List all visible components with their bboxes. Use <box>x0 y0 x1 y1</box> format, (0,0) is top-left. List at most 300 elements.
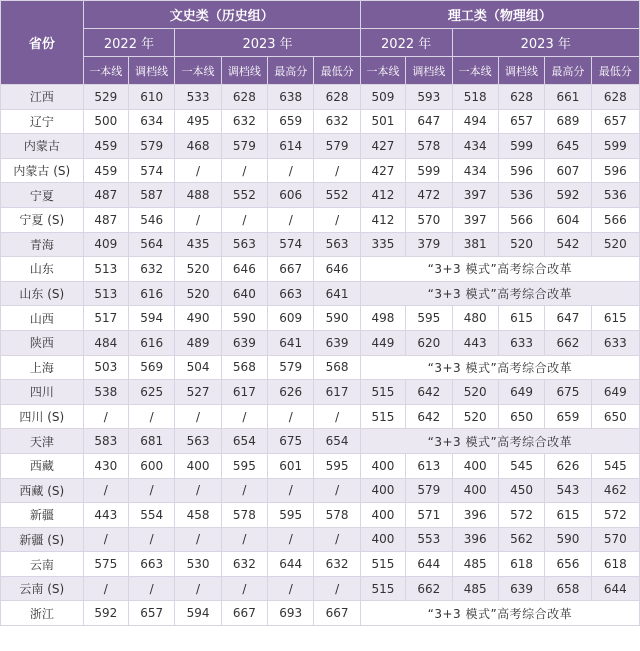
ligong-score-cell: 450 <box>498 478 544 503</box>
wenshi-score-cell: 538 <box>83 380 128 405</box>
wenshi-score-cell: / <box>314 404 360 429</box>
wenshi-score-cell: 489 <box>175 330 221 355</box>
table-row <box>1 109 640 134</box>
wenshi-score-cell: 554 <box>128 503 174 528</box>
wenshi-score-cell: / <box>128 478 174 503</box>
wenshi-score-cell: 563 <box>175 429 221 454</box>
table-row <box>1 429 640 454</box>
wenshi-score-cell: / <box>221 478 267 503</box>
table-row <box>1 552 640 577</box>
wenshi-score-cell: 409 <box>83 232 128 257</box>
table-row <box>1 355 640 380</box>
ligong-score-cell: 657 <box>591 109 639 134</box>
wenshi-score-cell: 644 <box>268 552 314 577</box>
wenshi-score-cell: / <box>128 576 174 601</box>
province-cell: 内蒙古 <box>1 134 84 159</box>
ligong-score-cell: 443 <box>452 330 498 355</box>
wenshi-score-cell: 641 <box>314 281 360 306</box>
ligong-score-cell: 689 <box>545 109 591 134</box>
ligong-score-cell: 515 <box>360 404 405 429</box>
wenshi-score-cell: 563 <box>221 232 267 257</box>
table-row <box>1 85 640 110</box>
wenshi-score-cell: 638 <box>268 85 314 110</box>
table-body <box>1 85 640 626</box>
ligong-score-cell: 545 <box>498 453 544 478</box>
wenshi-score-cell: / <box>175 527 221 552</box>
ligong-score-cell: 396 <box>452 527 498 552</box>
ligong-score-cell: 633 <box>498 330 544 355</box>
ligong-score-cell: 656 <box>545 552 591 577</box>
wenshi-score-cell: 663 <box>268 281 314 306</box>
wenshi-score-cell: 595 <box>314 453 360 478</box>
wenshi-score-cell: 563 <box>314 232 360 257</box>
province-cell: 辽宁 <box>1 109 84 134</box>
ligong-score-cell: 571 <box>406 503 452 528</box>
ligong-score-cell: 618 <box>591 552 639 577</box>
ligong-score-cell: 650 <box>498 404 544 429</box>
ligong-score-cell: 633 <box>591 330 639 355</box>
ligong-score-cell: 520 <box>591 232 639 257</box>
wenshi-score-cell: 667 <box>268 257 314 282</box>
wenshi-score-cell: 625 <box>128 380 174 405</box>
col-header-tiaodangxian: 调档线 <box>221 57 267 85</box>
wenshi-score-cell: / <box>314 478 360 503</box>
ligong-score-cell: 628 <box>498 85 544 110</box>
ligong-score-cell: 628 <box>591 85 639 110</box>
wenshi-score-cell: 435 <box>175 232 221 257</box>
ligong-score-cell: 427 <box>360 134 405 159</box>
ligong-score-cell: 615 <box>498 306 544 331</box>
province-cell: 山西 <box>1 306 84 331</box>
wenshi-score-cell: 488 <box>175 183 221 208</box>
ligong-score-cell: 397 <box>452 183 498 208</box>
ligong-score-cell: 578 <box>406 134 452 159</box>
col-header-zuigaofen: 最高分 <box>545 57 591 85</box>
wenshi-score-cell: 610 <box>128 85 174 110</box>
province-cell: 山东 <box>1 257 84 282</box>
table-row <box>1 257 640 282</box>
province-cell: 内蒙古 (S) <box>1 158 84 183</box>
ligong-score-cell: 543 <box>545 478 591 503</box>
wenshi-score-cell: / <box>175 576 221 601</box>
col-header-tiaodangxian: 调档线 <box>128 57 174 85</box>
province-cell: 新疆 <box>1 503 84 528</box>
wenshi-score-cell: 632 <box>221 552 267 577</box>
wenshi-score-cell: 632 <box>128 257 174 282</box>
wenshi-score-cell: / <box>268 207 314 232</box>
wenshi-score-cell: 606 <box>268 183 314 208</box>
wenshi-score-cell: / <box>83 478 128 503</box>
table-row <box>1 503 640 528</box>
wenshi-score-cell: 609 <box>268 306 314 331</box>
ligong-2023-header: 2023 年 <box>452 29 640 57</box>
wenshi-score-cell: 632 <box>314 109 360 134</box>
ligong-score-cell: 509 <box>360 85 405 110</box>
wenshi-score-cell: 632 <box>221 109 267 134</box>
wenshi-score-cell: 487 <box>83 207 128 232</box>
wenshi-score-cell: / <box>221 527 267 552</box>
wenshi-score-cell: / <box>268 158 314 183</box>
wenshi-score-cell: 530 <box>175 552 221 577</box>
wenshi-score-cell: 693 <box>268 601 314 626</box>
table-row <box>1 478 640 503</box>
ligong-score-cell: 400 <box>360 503 405 528</box>
wenshi-score-cell: 578 <box>221 503 267 528</box>
wenshi-score-cell: / <box>268 527 314 552</box>
col-header-tiaodangxian: 调档线 <box>406 57 452 85</box>
province-cell: 青海 <box>1 232 84 257</box>
wenshi-score-cell: / <box>175 404 221 429</box>
province-cell: 天津 <box>1 429 84 454</box>
wenshi-score-cell: 592 <box>83 601 128 626</box>
wenshi-score-cell: 568 <box>221 355 267 380</box>
ligong-score-cell: 520 <box>452 380 498 405</box>
ligong-score-cell: 572 <box>591 503 639 528</box>
wenshi-score-cell: 667 <box>221 601 267 626</box>
wenshi-score-cell: / <box>221 404 267 429</box>
ligong-score-cell: 644 <box>406 552 452 577</box>
ligong-score-cell: 480 <box>452 306 498 331</box>
wenshi-score-cell: / <box>221 158 267 183</box>
wenshi-score-cell: 546 <box>128 207 174 232</box>
ligong-score-cell: 618 <box>498 552 544 577</box>
col-header-yibenxian: 一本线 <box>452 57 498 85</box>
table-row <box>1 158 640 183</box>
wenshi-score-cell: 587 <box>128 183 174 208</box>
wenshi-score-cell: 564 <box>128 232 174 257</box>
wenshi-score-cell: / <box>128 404 174 429</box>
province-cell: 云南 <box>1 552 84 577</box>
wenshi-score-cell: 659 <box>268 109 314 134</box>
ligong-score-cell: 553 <box>406 527 452 552</box>
ligong-score-cell: 485 <box>452 576 498 601</box>
ligong-score-cell: 579 <box>406 478 452 503</box>
ligong-score-cell: 434 <box>452 134 498 159</box>
ligong-score-cell: 644 <box>591 576 639 601</box>
wenshi-score-cell: 583 <box>83 429 128 454</box>
ligong-score-cell: 498 <box>360 306 405 331</box>
wenshi-score-cell: 628 <box>221 85 267 110</box>
ligong-score-cell: 412 <box>360 183 405 208</box>
ligong-score-cell: 675 <box>545 380 591 405</box>
ligong-score-cell: 599 <box>498 134 544 159</box>
wenshi-score-cell: 578 <box>314 503 360 528</box>
province-cell: 四川 (S) <box>1 404 84 429</box>
wenshi-score-cell: 552 <box>314 183 360 208</box>
ligong-score-cell: 662 <box>545 330 591 355</box>
province-cell: 上海 <box>1 355 84 380</box>
wenshi-score-cell: 500 <box>83 109 128 134</box>
ligong-score-cell: 647 <box>406 109 452 134</box>
ligong-score-cell: 379 <box>406 232 452 257</box>
wenshi-score-cell: / <box>221 576 267 601</box>
wenshi-score-cell: 579 <box>221 134 267 159</box>
wenshi-score-cell: 654 <box>221 429 267 454</box>
table-row <box>1 576 640 601</box>
wenshi-score-cell: 614 <box>268 134 314 159</box>
table-row <box>1 601 640 626</box>
wenshi-score-cell: 574 <box>268 232 314 257</box>
ligong-score-cell: 396 <box>452 503 498 528</box>
ligong-score-cell: 381 <box>452 232 498 257</box>
wenshi-2022-header: 2022 年 <box>83 29 175 57</box>
wenshi-score-cell: 617 <box>221 380 267 405</box>
wenshi-score-cell: 513 <box>83 257 128 282</box>
wenshi-score-cell: 634 <box>128 109 174 134</box>
wenshi-score-cell: 527 <box>175 380 221 405</box>
wenshi-score-cell: 443 <box>83 503 128 528</box>
wenshi-score-cell: 568 <box>314 355 360 380</box>
ligong-score-cell: 397 <box>452 207 498 232</box>
table-row <box>1 330 640 355</box>
wenshi-score-cell: 595 <box>268 503 314 528</box>
wenshi-score-cell: 601 <box>268 453 314 478</box>
ligong-score-cell: 515 <box>360 380 405 405</box>
ligong-score-cell: 434 <box>452 158 498 183</box>
ligong-score-cell: 649 <box>591 380 639 405</box>
col-header-yibenxian: 一本线 <box>175 57 221 85</box>
ligong-score-cell: 658 <box>545 576 591 601</box>
ligong-score-cell: 570 <box>591 527 639 552</box>
ligong-score-cell: 449 <box>360 330 405 355</box>
ligong-score-cell: 400 <box>360 527 405 552</box>
ligong-score-cell: 615 <box>591 306 639 331</box>
wenshi-score-cell: 595 <box>221 453 267 478</box>
province-header: 省份 <box>1 1 84 85</box>
ligong-score-cell: 400 <box>360 453 405 478</box>
ligong-score-cell: 570 <box>406 207 452 232</box>
wenshi-score-cell: / <box>268 478 314 503</box>
wenshi-score-cell: 594 <box>175 601 221 626</box>
reform-note-cell: “3+3 模式”高考综合改革 <box>360 257 639 282</box>
table-row <box>1 281 640 306</box>
ligong-score-cell: 659 <box>545 404 591 429</box>
wenshi-score-cell: 529 <box>83 85 128 110</box>
ligong-score-cell: 501 <box>360 109 405 134</box>
wenshi-score-cell: 590 <box>221 306 267 331</box>
wenshi-2023-header: 2023 年 <box>175 29 360 57</box>
ligong-2022-header: 2022 年 <box>360 29 452 57</box>
wenshi-score-cell: 504 <box>175 355 221 380</box>
ligong-score-cell: 593 <box>406 85 452 110</box>
ligong-score-cell: 649 <box>498 380 544 405</box>
ligong-score-cell: 472 <box>406 183 452 208</box>
col-header-zuidifen: 最低分 <box>591 57 639 85</box>
ligong-score-cell: 620 <box>406 330 452 355</box>
wenshi-score-cell: 616 <box>128 330 174 355</box>
wenshi-score-cell: 513 <box>83 281 128 306</box>
wenshi-score-cell: 484 <box>83 330 128 355</box>
table-row <box>1 527 640 552</box>
wenshi-score-cell: 657 <box>128 601 174 626</box>
wenshi-score-cell: 459 <box>83 134 128 159</box>
wenshi-score-cell: 552 <box>221 183 267 208</box>
province-cell: 浙江 <box>1 601 84 626</box>
col-header-yibenxian: 一本线 <box>360 57 405 85</box>
province-cell: 新疆 (S) <box>1 527 84 552</box>
ligong-score-cell: 485 <box>452 552 498 577</box>
ligong-score-cell: 604 <box>545 207 591 232</box>
ligong-score-cell: 515 <box>360 576 405 601</box>
wenshi-score-cell: 503 <box>83 355 128 380</box>
wenshi-score-cell: 517 <box>83 306 128 331</box>
wenshi-score-cell: 675 <box>268 429 314 454</box>
wenshi-score-cell: 520 <box>175 281 221 306</box>
province-cell: 山东 (S) <box>1 281 84 306</box>
ligong-score-cell: 613 <box>406 453 452 478</box>
table-row <box>1 207 640 232</box>
ligong-score-cell: 400 <box>452 453 498 478</box>
table-row <box>1 306 640 331</box>
ligong-score-cell: 607 <box>545 158 591 183</box>
ligong-score-cell: 599 <box>406 158 452 183</box>
wenshi-score-cell: 468 <box>175 134 221 159</box>
ligong-score-cell: 536 <box>498 183 544 208</box>
wenshi-score-cell: 626 <box>268 380 314 405</box>
ligong-score-cell: 545 <box>591 453 639 478</box>
wenshi-score-cell: 663 <box>128 552 174 577</box>
ligong-score-cell: 400 <box>360 478 405 503</box>
wenshi-score-cell: / <box>83 576 128 601</box>
wenshi-score-cell: 579 <box>128 134 174 159</box>
ligong-score-cell: 647 <box>545 306 591 331</box>
ligong-score-cell: 661 <box>545 85 591 110</box>
ligong-score-cell: 335 <box>360 232 405 257</box>
wenshi-score-cell: 574 <box>128 158 174 183</box>
ligong-score-cell: 412 <box>360 207 405 232</box>
wenshi-score-cell: / <box>314 576 360 601</box>
ligong-score-cell: 462 <box>591 478 639 503</box>
province-cell: 宁夏 <box>1 183 84 208</box>
wenshi-score-cell: 628 <box>314 85 360 110</box>
table-row <box>1 232 640 257</box>
ligong-score-cell: 562 <box>498 527 544 552</box>
province-cell: 西藏 <box>1 453 84 478</box>
ligong-score-cell: 400 <box>452 478 498 503</box>
wenshi-score-cell: / <box>268 576 314 601</box>
province-cell: 陕西 <box>1 330 84 355</box>
ligong-score-cell: 520 <box>452 404 498 429</box>
wenshi-score-cell: 646 <box>221 257 267 282</box>
table-row <box>1 380 640 405</box>
col-header-tiaodangxian: 调档线 <box>498 57 544 85</box>
col-header-zuidifen: 最低分 <box>314 57 360 85</box>
wenshi-score-cell: / <box>175 478 221 503</box>
table-row <box>1 404 640 429</box>
ligong-score-cell: 494 <box>452 109 498 134</box>
wenshi-score-cell: 490 <box>175 306 221 331</box>
wenshi-score-cell: / <box>128 527 174 552</box>
wenshi-score-cell: 430 <box>83 453 128 478</box>
wenshi-score-cell: 667 <box>314 601 360 626</box>
col-header-yibenxian: 一本线 <box>83 57 128 85</box>
ligong-score-cell: 566 <box>498 207 544 232</box>
wenshi-score-cell: 533 <box>175 85 221 110</box>
reform-note-cell: “3+3 模式”高考综合改革 <box>360 601 639 626</box>
wenshi-group-header: 文史类（历史组） <box>83 1 360 29</box>
wenshi-score-cell: / <box>314 158 360 183</box>
wenshi-score-cell: 641 <box>268 330 314 355</box>
ligong-score-cell: 657 <box>498 109 544 134</box>
wenshi-score-cell: 654 <box>314 429 360 454</box>
wenshi-score-cell: / <box>175 207 221 232</box>
wenshi-score-cell: / <box>314 527 360 552</box>
wenshi-score-cell: 617 <box>314 380 360 405</box>
col-header-zuigaofen: 最高分 <box>268 57 314 85</box>
ligong-score-cell: 592 <box>545 183 591 208</box>
reform-note-cell: “3+3 模式”高考综合改革 <box>360 429 639 454</box>
ligong-score-cell: 645 <box>545 134 591 159</box>
ligong-score-cell: 639 <box>498 576 544 601</box>
wenshi-score-cell: 681 <box>128 429 174 454</box>
table-row <box>1 134 640 159</box>
ligong-score-cell: 595 <box>406 306 452 331</box>
reform-note-cell: “3+3 模式”高考综合改革 <box>360 281 639 306</box>
ligong-score-cell: 427 <box>360 158 405 183</box>
ligong-group-header: 理工类（物理组） <box>360 1 639 29</box>
ligong-score-cell: 599 <box>591 134 639 159</box>
province-cell: 江西 <box>1 85 84 110</box>
ligong-score-cell: 642 <box>406 380 452 405</box>
wenshi-score-cell: 616 <box>128 281 174 306</box>
ligong-score-cell: 536 <box>591 183 639 208</box>
wenshi-score-cell: 459 <box>83 158 128 183</box>
wenshi-score-cell: / <box>268 404 314 429</box>
table-row <box>1 183 640 208</box>
ligong-score-cell: 590 <box>545 527 591 552</box>
wenshi-score-cell: / <box>314 207 360 232</box>
wenshi-score-cell: 569 <box>128 355 174 380</box>
table-row <box>1 453 640 478</box>
province-cell: 宁夏 (S) <box>1 207 84 232</box>
ligong-score-cell: 662 <box>406 576 452 601</box>
wenshi-score-cell: 646 <box>314 257 360 282</box>
wenshi-score-cell: 600 <box>128 453 174 478</box>
wenshi-score-cell: 575 <box>83 552 128 577</box>
ligong-score-cell: 542 <box>545 232 591 257</box>
wenshi-score-cell: 590 <box>314 306 360 331</box>
wenshi-score-cell: 520 <box>175 257 221 282</box>
ligong-score-cell: 650 <box>591 404 639 429</box>
ligong-score-cell: 518 <box>452 85 498 110</box>
wenshi-score-cell: 579 <box>268 355 314 380</box>
ligong-score-cell: 566 <box>591 207 639 232</box>
wenshi-score-cell: 632 <box>314 552 360 577</box>
ligong-score-cell: 642 <box>406 404 452 429</box>
wenshi-score-cell: / <box>83 527 128 552</box>
ligong-score-cell: 596 <box>591 158 639 183</box>
province-cell: 西藏 (S) <box>1 478 84 503</box>
reform-note-cell: “3+3 模式”高考综合改革 <box>360 355 639 380</box>
wenshi-score-cell: 639 <box>314 330 360 355</box>
province-cell: 云南 (S) <box>1 576 84 601</box>
wenshi-score-cell: 400 <box>175 453 221 478</box>
wenshi-score-cell: / <box>175 158 221 183</box>
ligong-score-cell: 615 <box>545 503 591 528</box>
wenshi-score-cell: 594 <box>128 306 174 331</box>
wenshi-score-cell: / <box>83 404 128 429</box>
ligong-score-cell: 596 <box>498 158 544 183</box>
ligong-score-cell: 520 <box>498 232 544 257</box>
table-header <box>1 1 640 85</box>
ligong-score-cell: 572 <box>498 503 544 528</box>
wenshi-score-cell: / <box>221 207 267 232</box>
wenshi-score-cell: 458 <box>175 503 221 528</box>
wenshi-score-cell: 579 <box>314 134 360 159</box>
province-cell: 四川 <box>1 380 84 405</box>
wenshi-score-cell: 487 <box>83 183 128 208</box>
wenshi-score-cell: 640 <box>221 281 267 306</box>
